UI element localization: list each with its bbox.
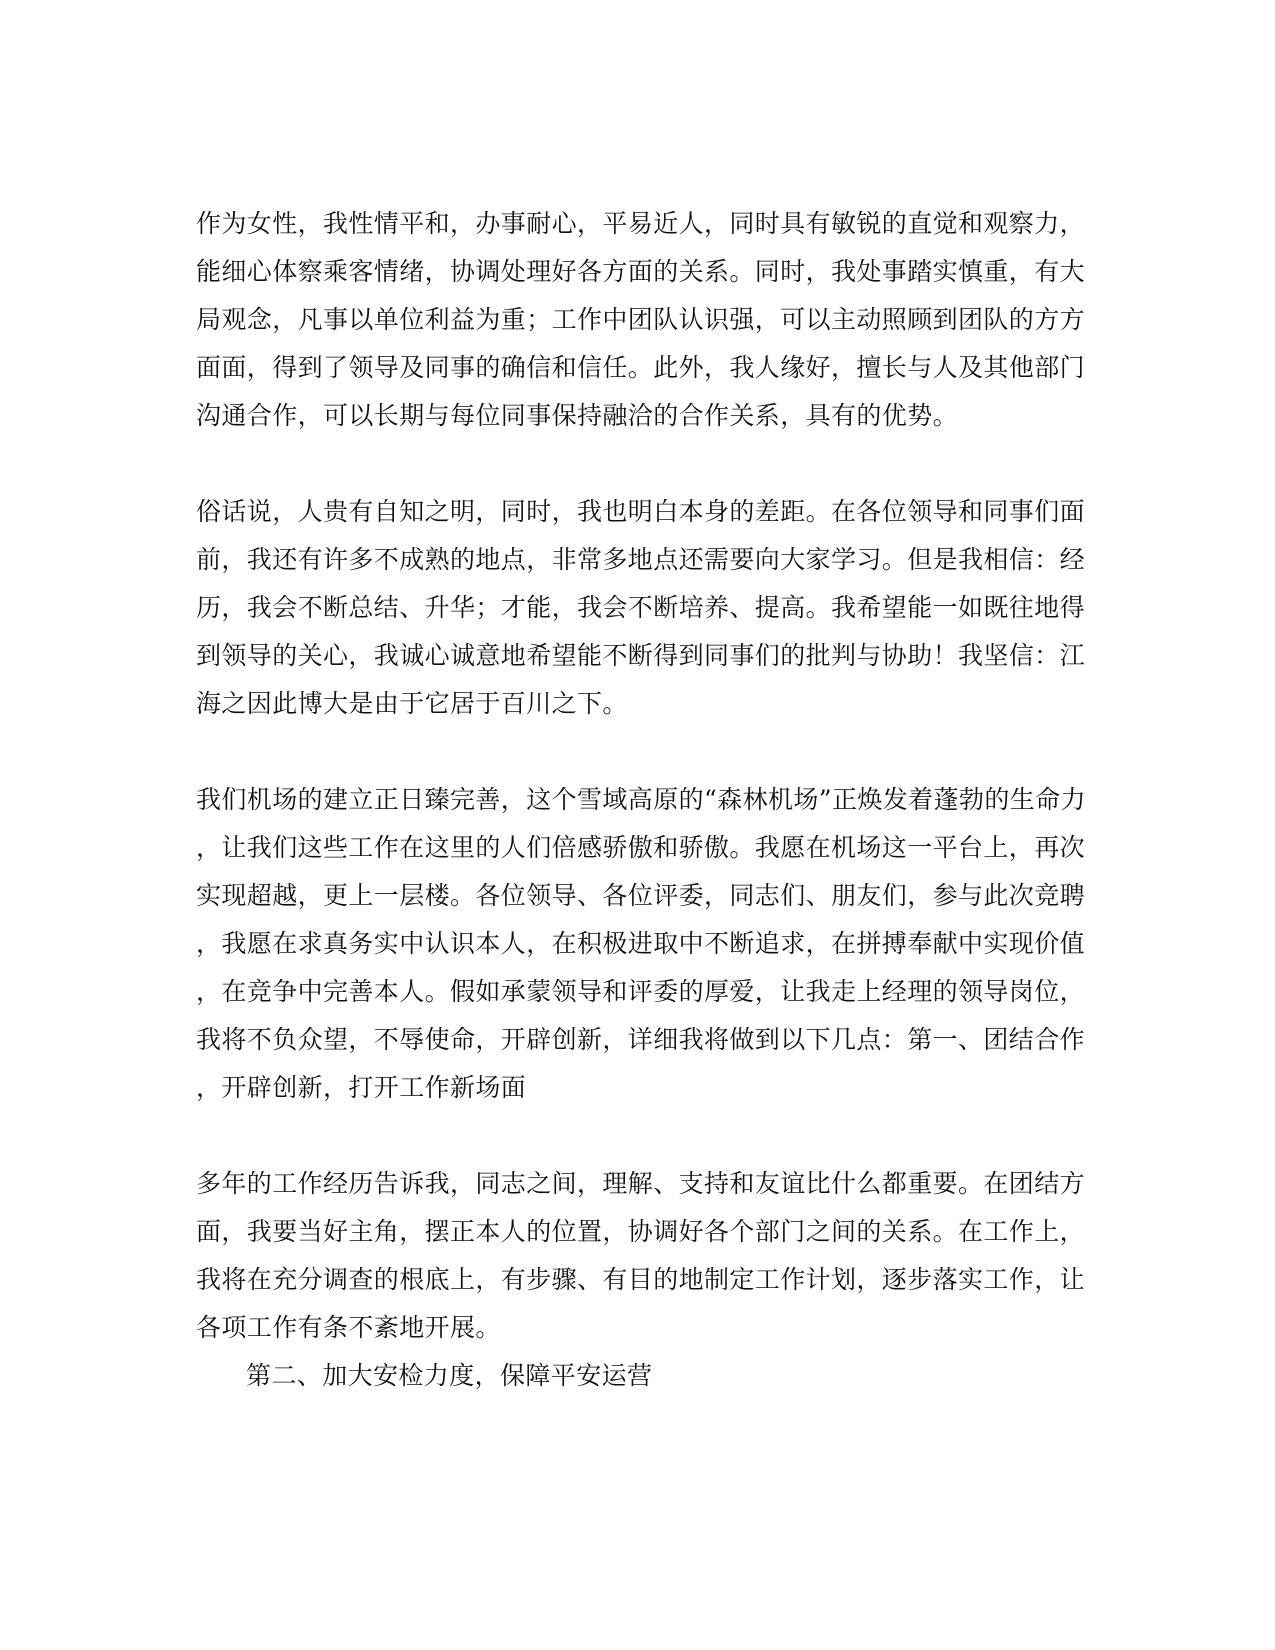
- text-line: ，让我们这些工作在这里的人们倍感骄傲和骄傲。我愿在机场这一平台上，再次: [196, 833, 1086, 862]
- text-line: 沟通合作，可以长期与每位同事保持融洽的合作关系，具有的优势。: [196, 401, 959, 430]
- paragraph-self-awareness: [196, 488, 1086, 728]
- paragraph-airport-development: [196, 776, 1086, 1112]
- text-line: 前，我还有许多不成熟的地点，非常多地点还需要向大家学习。但是我相信：经: [196, 545, 1086, 574]
- paragraph-strengths: [196, 200, 1086, 440]
- paragraph-teamwork: [196, 1160, 1086, 1352]
- text-line: 实现超越，更上一层楼。各位领导、各位评委，同志们、朋友们，参与此次竞聘: [196, 881, 1086, 910]
- text-line: 面面，得到了领导及同事的确信和信任。此外，我人缘好，擅长与人及其他部门: [196, 353, 1086, 382]
- text-line: 我将在充分调查的根底上，有步骤、有目的地制定工作计划，逐步落实工作，让: [196, 1265, 1086, 1294]
- text-line: 能细心体察乘客情绪，协调处理好各方面的关系。同时，我处事踏实慎重，有大: [196, 257, 1086, 286]
- text-line: 局观念，凡事以单位利益为重；工作中团队认识强，可以主动照顾到团队的方方: [196, 305, 1086, 334]
- text-line: 俗话说，人贵有自知之明，同时，我也明白本身的差距。在各位领导和同事们面: [196, 497, 1086, 526]
- paragraph-security-heading: [196, 1352, 1072, 1400]
- text-line: 海之因此博大是由于它居于百川之下。: [196, 689, 628, 718]
- section-heading: 第二、加大安检力度，保障平安运营: [246, 1361, 653, 1390]
- text-line: 多年的工作经历告诉我，同志之间，理解、支持和友谊比什么都重要。在团结方: [196, 1169, 1086, 1198]
- text-line: 作为女性，我性情平和，办事耐心，平易近人，同时具有敏锐的直觉和观察力，: [196, 209, 1086, 238]
- text-line: 历，我会不断总结、升华；才能，我会不断培养、提高。我希望能一如既往地得: [196, 593, 1086, 622]
- text-line: 面，我要当好主角，摆正本人的位置，协调好各个部门之间的关系。在工作上，: [196, 1217, 1086, 1246]
- text-line: ，开辟创新，打开工作新场面: [196, 1073, 527, 1102]
- document-body: [196, 200, 1086, 1400]
- text-line: 我将不负众望，不辱使命，开辟创新，详细我将做到以下几点：第一、团结合作: [196, 1025, 1086, 1054]
- text-line: ，我愿在求真务实中认识本人，在积极进取中不断追求，在拼搏奉献中实现价值: [196, 929, 1086, 958]
- text-line: 我们机场的建立正日臻完善，这个雪域高原的“森林机场”正焕发着蓬勃的生命力: [196, 785, 1086, 814]
- text-line: 到领导的关心，我诚心诚意地希望能不断得到同事们的批判与协助！我坚信：江: [196, 641, 1086, 670]
- text-line: 各项工作有条不紊地开展。: [196, 1313, 501, 1342]
- text-line: ，在竞争中完善本人。假如承蒙领导和评委的厚爱，让我走上经理的领导岗位，: [196, 977, 1086, 1006]
